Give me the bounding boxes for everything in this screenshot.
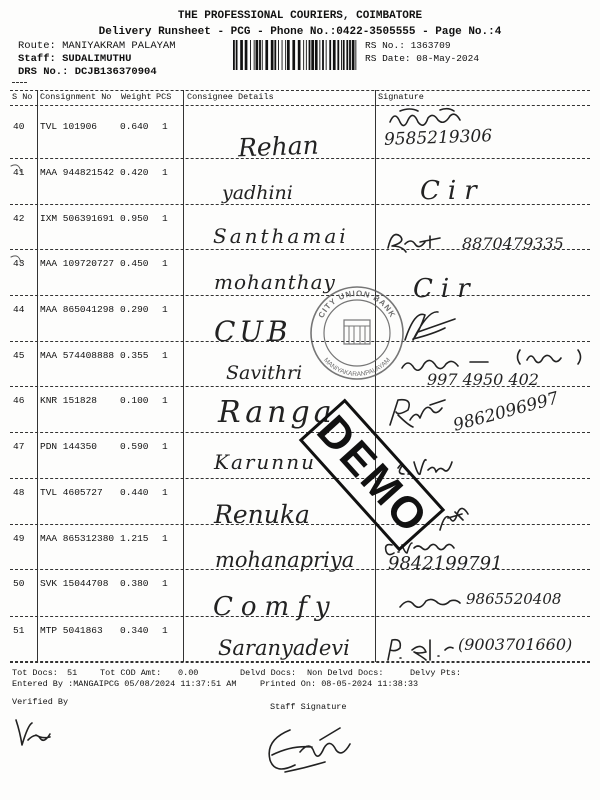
barcode-bar: [256, 40, 259, 70]
pieces: 1: [162, 533, 168, 544]
company-name: THE PROFESSIONAL COURIERS, COIMBATORE: [177, 10, 423, 22]
weight: 0.290: [120, 304, 149, 315]
verifier-signature: [16, 720, 50, 745]
barcode-bar: [271, 40, 274, 70]
consignee-handwriting: mohanapriya: [215, 548, 355, 572]
consignment-number: KNR 151828: [40, 395, 98, 406]
barcode-bar: [233, 40, 235, 70]
pieces: 1: [162, 304, 168, 315]
barcode-bar: [254, 40, 255, 70]
barcode-bar: [303, 40, 304, 70]
pieces: 1: [162, 578, 168, 589]
barcode-bar: [278, 40, 279, 70]
serial-number: 40: [13, 121, 25, 132]
consignment-number: IXM 506391691: [40, 213, 115, 224]
column-rule: [183, 90, 184, 662]
runsheet-title: Delivery Runsheet - PCG - Phone No.:0422-3505555 - Page No.:4: [98, 26, 502, 38]
delivered-docs-label: Delvd Docs:: [240, 668, 297, 678]
barcode-bar: [298, 40, 301, 70]
weight: 1.215: [120, 533, 149, 544]
staff-name: Staff: SUDALIMUTHU: [18, 53, 132, 65]
signature-phone: (9003701660): [458, 635, 573, 654]
consignee-handwriting: Renuka: [214, 500, 310, 529]
consignment-number: TVL 4605727: [40, 487, 103, 498]
rs-date: RS Date: 08-May-2024: [365, 53, 480, 64]
barcode-bar: [352, 40, 355, 70]
column-rule: [37, 90, 38, 662]
cod-amount-value: 0.00: [178, 668, 199, 678]
delivery-points-label: Delvy Pts:: [410, 668, 462, 678]
cod-amount-label: Tot COD Amt:: [100, 668, 162, 678]
signature-phone: 9865520408: [466, 590, 562, 608]
pieces: 1: [162, 350, 168, 361]
barcode-bar: [337, 40, 339, 70]
weight: 0.640: [120, 121, 149, 132]
staff-signature-label: Staff Signature: [270, 702, 347, 712]
consignee-handwriting: Karunnu: [214, 450, 316, 474]
weight: 0.450: [120, 258, 149, 269]
serial-number: 51: [13, 625, 25, 636]
barcode-bar: [292, 40, 295, 70]
column-header-weight: Weight: [121, 92, 152, 102]
pieces: 1: [162, 487, 168, 498]
consignment-number: MTP 5041863: [40, 625, 103, 636]
barcode-bar: [262, 40, 263, 70]
divider: [12, 82, 27, 83]
stamp-top-text: CITY UNION BANK: [316, 288, 398, 320]
consignee-handwriting: mohanthay: [214, 270, 336, 294]
weight: 0.590: [120, 441, 149, 452]
barcode-bar: [236, 40, 238, 70]
consignment-number: MAA 109720727: [40, 258, 115, 269]
barcode-bar: [349, 40, 351, 70]
consignee-handwriting: Comfy: [213, 592, 338, 622]
signature-phone: 8870479335: [462, 234, 564, 253]
serial-number: 42: [13, 213, 25, 224]
barcode-bar: [333, 40, 336, 70]
table-row: [10, 159, 590, 205]
column-header-sno: S No: [12, 92, 33, 102]
barcode-bar: [346, 40, 348, 70]
barcode-bar: [287, 40, 290, 70]
column-header-consignment: Consignment No: [40, 92, 112, 102]
consignee-handwriting: CUB: [214, 315, 292, 348]
drs-number: DRS No.: DCJB136370904: [18, 66, 157, 78]
serial-number: 43: [13, 258, 25, 269]
barcode-bar: [311, 40, 314, 70]
weight: 0.355: [120, 350, 149, 361]
pieces: 1: [162, 625, 168, 636]
demo-watermark: DEMO: [299, 399, 445, 552]
route: Route: MANIYAKRAM PALAYAM: [18, 40, 176, 52]
consignment-number: SVK 15044708: [40, 578, 109, 589]
column-header-signature: Signature: [378, 92, 424, 102]
serial-number: 50: [13, 578, 25, 589]
barcode-bar: [322, 40, 324, 70]
barcode-bar: [319, 40, 320, 70]
barcode-bar: [355, 40, 356, 70]
column-header-consignee: Consignee Details: [187, 92, 274, 102]
weight: 0.100: [120, 395, 149, 406]
barcode: [232, 40, 360, 70]
table-header-rule: [10, 105, 590, 106]
barcode-bar: [274, 40, 276, 70]
consignee-handwriting: Ranga: [218, 395, 336, 430]
consignment-number: MAA 865041298: [40, 304, 115, 315]
consignee-handwriting: Savithri: [226, 362, 303, 384]
entered-by: Entered By :MANGAIPCG 05/08/2024 11:37:51 AM: [12, 679, 237, 689]
column-rule: [375, 90, 376, 662]
barcode-bar: [326, 40, 327, 70]
signature-phone: 9585219306: [383, 126, 493, 150]
weight: 0.380: [120, 578, 149, 589]
consignment-number: PDN 144350: [40, 441, 98, 452]
barcode-bar: [309, 40, 311, 70]
signature-phone: 9862096997: [451, 388, 561, 436]
pieces: 1: [162, 395, 168, 406]
serial-number: 45: [13, 350, 25, 361]
stamp-bottom-text: MANIYAKARANPALAYAM: [322, 356, 392, 379]
pieces: 1: [162, 441, 168, 452]
total-docs-label: Tot Docs:: [12, 668, 58, 678]
printed-on: Printed On: 08-05-2024 11:38:33: [260, 679, 419, 689]
serial-number: 44: [13, 304, 25, 315]
weight: 0.950: [120, 213, 149, 224]
table-top-rule: [10, 90, 590, 91]
serial-number: 49: [13, 533, 25, 544]
staff-signature-scribble: [269, 728, 350, 772]
signature-text: Cir: [420, 176, 485, 206]
rs-number: RS No.: 1363709: [365, 40, 451, 51]
serial-number: 41: [13, 167, 25, 178]
consignment-number: MAA 944821542: [40, 167, 115, 178]
barcode-bar: [240, 40, 243, 70]
table-row: [10, 296, 590, 342]
total-docs-value: 51: [67, 668, 78, 678]
weight: 0.420: [120, 167, 149, 178]
pieces: 1: [162, 213, 168, 224]
serial-number: 46: [13, 395, 25, 406]
serial-number: 47: [13, 441, 25, 452]
consignment-number: MAA 574408888: [40, 350, 115, 361]
barcode-bar: [259, 40, 261, 70]
pieces: 1: [162, 167, 168, 178]
column-header-pcs: PCS: [156, 92, 172, 102]
pieces: 1: [162, 121, 168, 132]
consignee-handwriting: yadhini: [222, 182, 293, 204]
barcode-bar: [315, 40, 318, 70]
barcode-bar: [282, 40, 283, 70]
table-bottom-rule: [10, 662, 590, 663]
barcode-bar: [329, 40, 331, 70]
consignment-number: TVL 101906: [40, 121, 98, 132]
consignment-number: MAA 865312380: [40, 533, 115, 544]
consignee-handwriting: Saranyadevi: [218, 636, 350, 660]
pieces: 1: [162, 258, 168, 269]
signature-phone: 997 4950 402: [427, 370, 539, 389]
barcode-bar: [245, 40, 248, 70]
barcode-bar: [285, 40, 286, 70]
consignee-handwriting: Santhamai: [213, 224, 349, 248]
signature-text: Cir: [413, 274, 478, 304]
consignee-handwriting: Rehan: [237, 130, 320, 163]
weight: 0.440: [120, 487, 149, 498]
non-delivered-docs-label: Non Delvd Docs:: [307, 668, 384, 678]
signature-phone: 9842199791: [388, 553, 503, 574]
barcode-bar: [341, 40, 342, 70]
verified-by-label: Verified By: [12, 697, 69, 707]
barcode-bar: [306, 40, 307, 70]
serial-number: 48: [13, 487, 25, 498]
weight: 0.340: [120, 625, 149, 636]
barcode-bar: [250, 40, 251, 70]
barcode-bar: [343, 40, 345, 70]
barcode-bar: [265, 40, 268, 70]
